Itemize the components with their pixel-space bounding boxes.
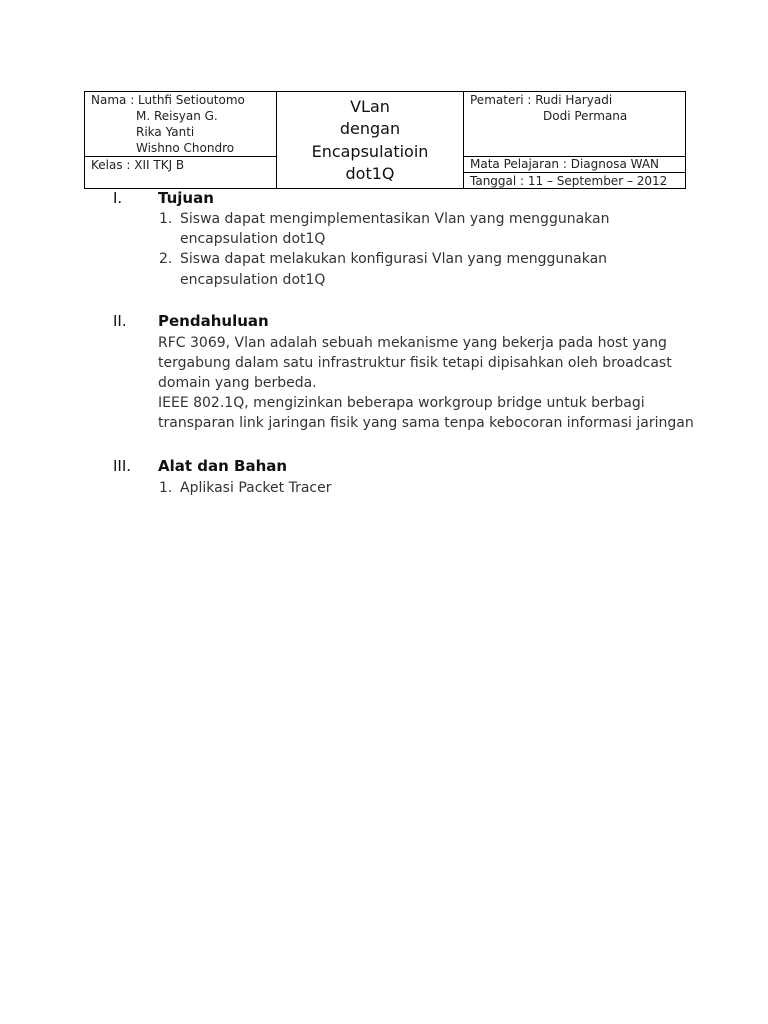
tanggal-text: Tanggal : 11 – September – 2012 <box>470 174 668 188</box>
item-line: Siswa dapat melakukan konfigurasi Vlan yang menggunakan <box>180 251 608 267</box>
item-line: Siswa dapat mengimplementasikan Vlan yang menggunakan <box>180 211 610 227</box>
section-number: II. <box>113 312 127 330</box>
name-3: Rika Yanti <box>136 125 195 139</box>
pemateri-cell <box>464 92 686 157</box>
kelas-cell <box>85 157 277 189</box>
header-table <box>84 91 686 189</box>
section-number: I. <box>113 189 123 207</box>
title-line-2: dengan <box>339 119 401 138</box>
item-line: Aplikasi Packet Tracer <box>180 480 332 496</box>
item-number: 1. <box>159 211 173 227</box>
names-cell <box>85 92 277 157</box>
paragraph-line: domain yang berbeda. <box>158 375 317 391</box>
paragraph-line: IEEE 802.1Q, mengizinkan beberapa workgroup bridge untuk berbagi <box>158 395 645 411</box>
section-title: Tujuan <box>158 189 214 207</box>
paragraph-line: tergabung dalam satu infrastruktur fisik tetapi dipisahkan oleh broadcast <box>158 355 672 371</box>
mata-pelajaran-cell <box>464 157 686 173</box>
title-line-1: VLan <box>350 96 390 116</box>
paragraph-line: RFC 3069, Vlan adalah sebuah mekanisme yang bekerja pada host yang <box>158 335 667 351</box>
names-label: Nama : Luthfi Setioutomo <box>91 93 245 107</box>
paragraph-line: transparan link jaringan fisik yang sama tenpa kebocoran informasi jaringan <box>158 415 694 431</box>
item-number: 1. <box>159 480 173 496</box>
title-cell <box>277 92 464 189</box>
pemateri-label: Pemateri : Rudi Haryadi <box>470 93 613 107</box>
tanggal-cell <box>464 173 686 189</box>
name-2: M. Reisyan G. <box>136 109 218 123</box>
mata-pelajaran-text: Mata Pelajaran : Diagnosa WAN <box>470 157 660 171</box>
section-number: III. <box>113 457 132 475</box>
section-title: Alat dan Bahan <box>158 457 288 475</box>
title-line-4: dot1Q <box>345 164 395 183</box>
name-4: Wishno Chondro <box>136 141 235 155</box>
title-line-3: Encapsulatioin <box>311 141 429 161</box>
item-line: encapsulation dot1Q <box>180 231 326 247</box>
item-number: 2. <box>159 251 173 267</box>
section-title: Pendahuluan <box>158 312 269 330</box>
pemateri-second: Dodi Permana <box>543 109 628 123</box>
kelas-text: Kelas : XII TKJ B <box>91 158 185 172</box>
item-line: encapsulation dot1Q <box>180 272 326 288</box>
